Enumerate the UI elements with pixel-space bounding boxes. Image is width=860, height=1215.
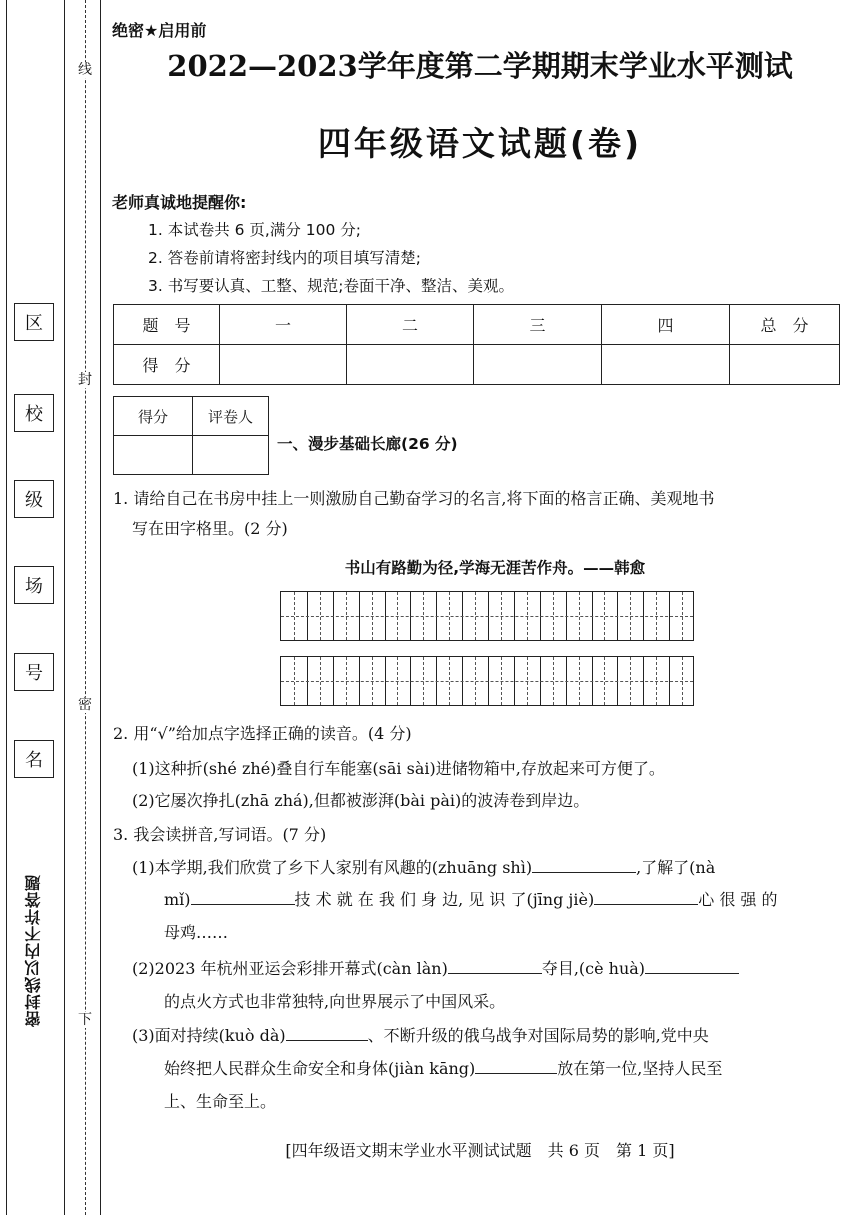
- score-cell-3[interactable]: [474, 345, 602, 385]
- score-header-3: 三: [474, 305, 602, 345]
- seal-notice: 密封线以内不许答题: [23, 873, 43, 1027]
- q3-part-3-line-2: 始终把人民群众生命安全和身体(jiàn kāng) 放在第一位,坚持人民至: [164, 1054, 722, 1084]
- q3-part-1-line-1: (1)本学期,我们欣赏了乡下人家别有风趣的(zhuāng shì) ,了解了(nà: [132, 853, 715, 883]
- exam-title: 2022—2023学年度第二学期期末学业水平测试: [167, 49, 793, 83]
- tianzi-grid-row-1[interactable]: [280, 591, 694, 641]
- seal-char-secret: 密: [78, 697, 92, 713]
- seal-char-below: 下: [78, 1012, 92, 1028]
- grid-guide-line: [281, 616, 693, 617]
- answer-blank[interactable]: [286, 1022, 368, 1041]
- grader-score-label: 得分: [114, 397, 193, 436]
- q3-part-3-line-3: 上、生命至上。: [164, 1092, 277, 1111]
- answer-blank[interactable]: [191, 886, 295, 905]
- q2-sentence-2: (2)它屡次挣扎(zhā zhá),但都被澎湃(bài pài)的波涛卷到岸边。: [132, 791, 590, 810]
- grader-score-cell[interactable]: [114, 436, 193, 475]
- q3-part-1-line-2: mǐ) 技 术 就 在 我 们 身 边, 见 识 了(jīng jiè) 心 很 强 的: [164, 885, 778, 915]
- q1-quote: 书山有路勤为径,学海无涯苦作舟。——韩愈: [344, 559, 646, 577]
- grid-guide-line: [281, 681, 693, 682]
- answer-blank[interactable]: [475, 1055, 557, 1074]
- reminder-note-1: 1. 本试卷共 6 页,满分 100 分;: [148, 221, 362, 239]
- answer-blank[interactable]: [448, 955, 542, 974]
- exam-subtitle: 四年级语文试题(卷): [317, 124, 643, 163]
- field-district[interactable]: 区: [14, 303, 54, 341]
- score-cell-2[interactable]: [347, 345, 474, 385]
- score-cell-1[interactable]: [220, 345, 347, 385]
- q3-part-1-line-3: 母鸡……: [164, 923, 229, 942]
- reminder-note-3: 3. 书写要认真、工整、规范;卷面干净、整洁、美观。: [148, 277, 514, 295]
- grader-name-cell[interactable]: [193, 436, 269, 475]
- seal-char-seal: 封: [78, 372, 92, 388]
- q2-title: 2. 用“√”给加点字选择正确的读音。(4 分): [113, 724, 412, 743]
- page-footer: [四年级语文期末学业水平测试试题 共 6 页 第 1 页]: [285, 1141, 675, 1160]
- reminder-heading: 老师真诚地提醒你:: [112, 193, 247, 212]
- q3-part-2-line-2: 的点火方式也非常独特,向世界展示了中国风采。: [164, 992, 506, 1011]
- score-header-2: 二: [347, 305, 474, 345]
- score-cell-4[interactable]: [602, 345, 730, 385]
- field-grade[interactable]: 级: [14, 480, 54, 518]
- grader-name-label: 评卷人: [193, 397, 269, 436]
- grader-table: [113, 396, 269, 475]
- q1-line-2: 写在田字格里。(2 分): [132, 519, 288, 538]
- tianzi-grid-row-2[interactable]: [280, 656, 694, 706]
- score-header-4: 四: [602, 305, 730, 345]
- confidential-mark: 绝密★启用前: [112, 21, 207, 40]
- q2-sentence-1: (1)这种折(shé zhé)叠自行车能塞(sāi sài)进储物箱中,存放起来可方便了。: [132, 759, 665, 778]
- reminder-note-2: 2. 答卷前请将密封线内的项目填写清楚;: [148, 249, 421, 267]
- score-header-label: 题 号: [114, 305, 220, 345]
- score-table: [113, 304, 840, 385]
- q3-part-3-line-1: (3)面对持续(kuò dà) 、不断升级的俄乌战争对国际局势的影响,党中央: [132, 1021, 709, 1051]
- q3-title: 3. 我会读拼音,写词语。(7 分): [113, 825, 327, 844]
- answer-blank[interactable]: [594, 886, 698, 905]
- q1-line-1: 1. 请给自己在书房中挂上一则激励自己勤奋学习的名言,将下面的格言正确、美观地书: [113, 489, 715, 508]
- q3-part-2-line-1: (2)2023 年杭州亚运会彩排开幕式(càn làn) 夺目,(cè huà): [132, 954, 739, 984]
- answer-blank[interactable]: [645, 955, 739, 974]
- score-header-1: 一: [220, 305, 347, 345]
- field-number[interactable]: 号: [14, 653, 54, 691]
- section-1-title: 一、漫步基础长廊(26 分): [277, 435, 458, 453]
- field-venue[interactable]: 场: [14, 566, 54, 604]
- field-school[interactable]: 校: [14, 394, 54, 432]
- answer-blank[interactable]: [532, 854, 636, 873]
- score-cell-total[interactable]: [730, 345, 840, 385]
- score-row-label: 得 分: [114, 345, 220, 385]
- field-name[interactable]: 名: [14, 740, 54, 778]
- score-header-total: 总 分: [730, 305, 840, 345]
- seal-char-line: 线: [78, 62, 92, 78]
